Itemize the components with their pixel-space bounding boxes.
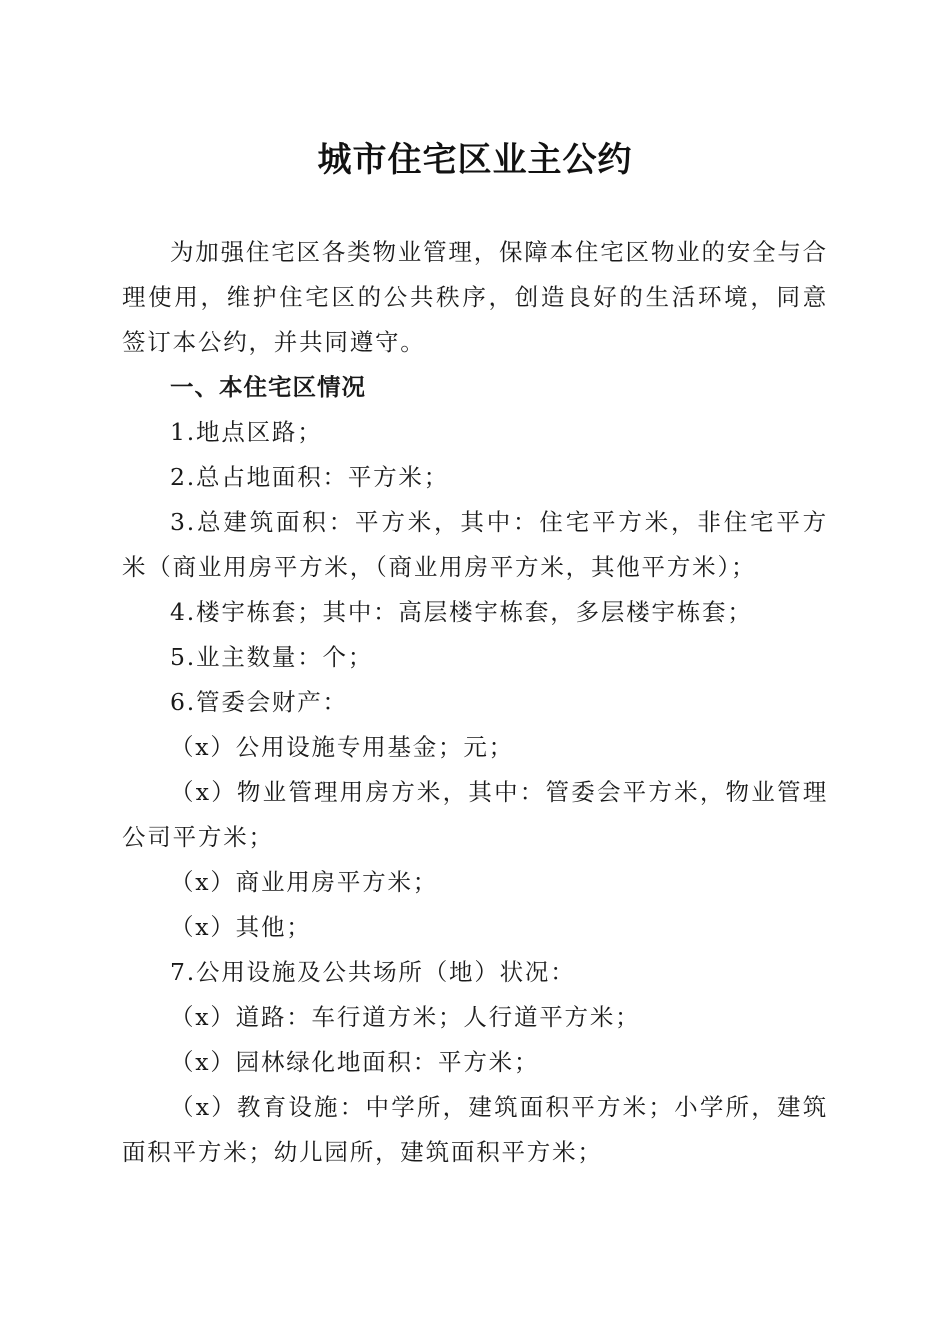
list-item: 3.总建筑面积：平方米，其中：住宅平方米，非住宅平方米（商业用房平方米，（商业用房平方米，其他平方米）； [122, 508, 828, 581]
list-item: 5.业主数量：个； [170, 643, 374, 671]
sub-list-item: （x）园林绿化地面积：平方米； [170, 1048, 540, 1076]
sub-list-item: （x）商业用房平方米； [170, 868, 439, 896]
document-body [122, 230, 828, 1175]
list-item: 6.管委会财产： [170, 688, 348, 716]
list-item: 4.楼宇栋套；其中：高层楼宇栋套，多层楼宇栋套； [170, 598, 753, 626]
sub-list-item: （x）道路：车行道方米；人行道平方米； [170, 1003, 641, 1031]
list-item: 2.总占地面积：平方米； [170, 463, 450, 491]
intro-paragraph: 为加强住宅区各类物业管理，保障本住宅区物业的安全与合理使用，维护住宅区的公共秩序，创造良好的生活环境，同意签订本公约，并共同遵守。 [122, 238, 828, 356]
sub-list-item: （x）公用设施专用基金；元； [170, 733, 514, 761]
sub-list-item: （x）其他； [170, 913, 312, 941]
section-heading: 一、本住宅区情况 [170, 373, 366, 401]
sub-list-item: （x）物业管理用房方米，其中：管委会平方米，物业管理公司平方米； [122, 778, 828, 851]
list-item: 1.地点区路； [170, 418, 323, 446]
sub-list-item: （x）教育设施：中学所，建筑面积平方米；小学所，建筑面积平方米；幼儿园所，建筑面积平方米； [122, 1093, 828, 1166]
list-item: 7.公用设施及公共场所（地）状况： [170, 958, 576, 986]
document-title: 城市住宅区业主公约 [317, 140, 633, 180]
